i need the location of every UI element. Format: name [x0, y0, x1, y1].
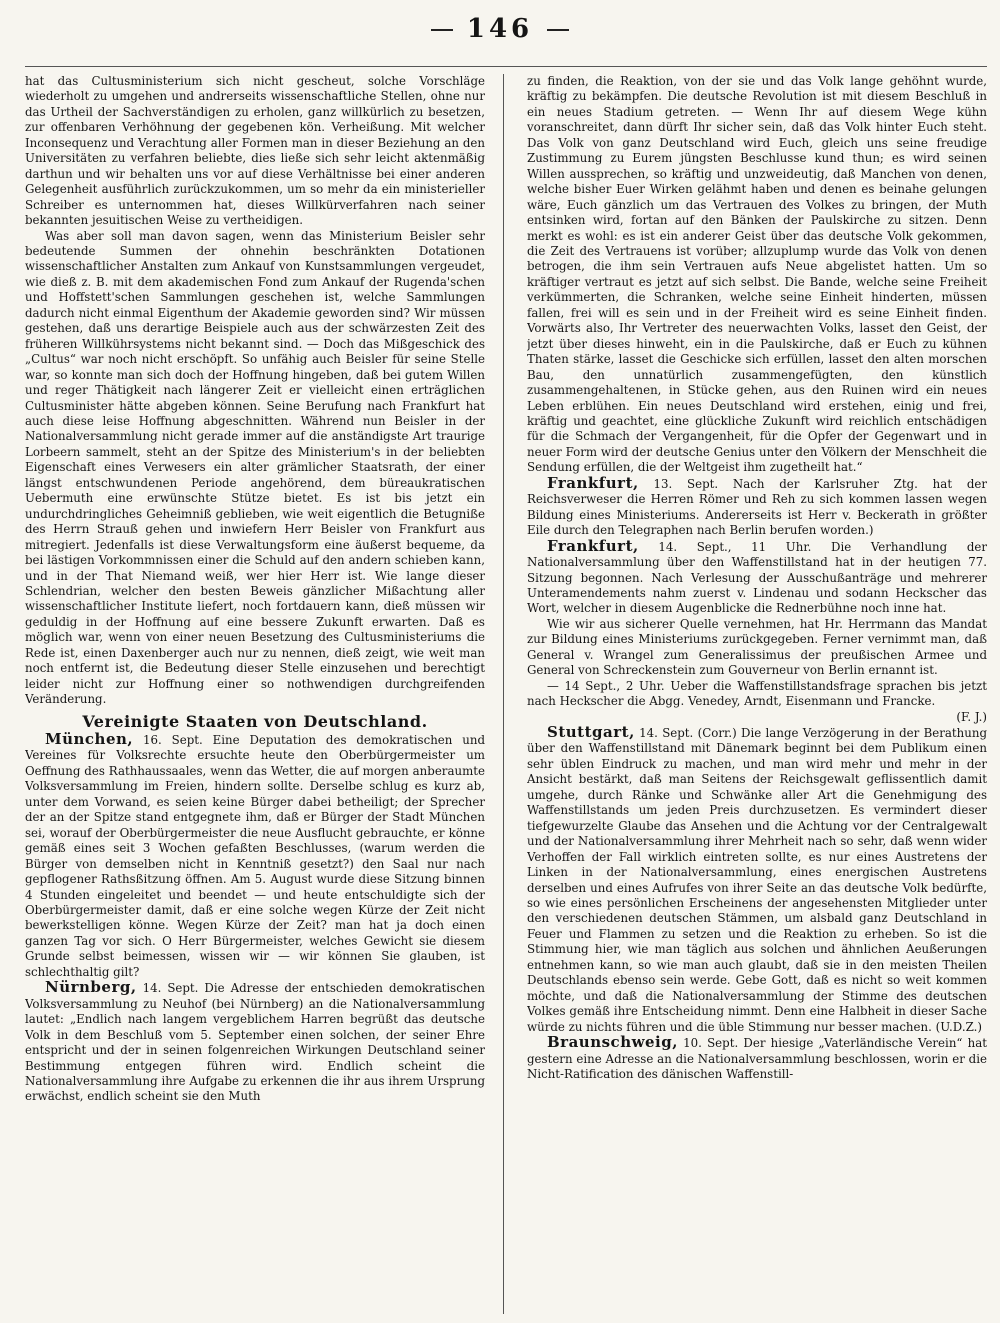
dateline-place: Braunschweig,	[547, 1033, 678, 1052]
dateline-place: Frankfurt,	[547, 473, 639, 492]
news-text: 14. Sept., 11 Uhr. Die Verhandlung der Nationalversammlung über den Waffenstillstand hat in der heutigen 77. Sitzung begonnen. Nach Verlesung der Ausschußanträge und mehrerer Unteramendements nahm zuerst v. Lindenau und sodann Heckscher das Wort, welcher in diesem Augenblicke die Rednerbühne noch inne hat.	[527, 539, 987, 616]
dash-right	[547, 29, 569, 31]
dash-left	[431, 29, 453, 31]
news-text: 14. Sept. Die Adresse der entschieden demokratischen Volksversammlung zu Neuhof (bei Nürnberg) an die Nationalversammlung lautet: „Endlich nach langem vergeblichem Harren begrüßt das deutsche Volk in dem Beschluß vom 5. September einen solchen, der seiner Ehre entspricht und der in seinen folgenreichen Wirkungen Deutschland seiner Bestimmung entgegen führen wird. Endlich scheint die Nationalversammlung ihre Aufgabe zu erkennen die ihr aus ihrem Ursprung erwächst, endlich scheint sie den Muth	[25, 981, 485, 1104]
news-item-nuernberg	[25, 980, 485, 1105]
news-item-muenchen	[25, 732, 485, 980]
dateline-place: Stuttgart,	[547, 723, 635, 742]
article-paragraph: — 14 Sept., 2 Uhr. Ueber die Waffenstillstandsfrage sprachen bis jetzt nach Heckscher die Abgg. Venedey, Arndt, Eisenmann und Francke.	[527, 678, 987, 709]
article-paragraph: hat das Cultusministerium sich nicht gescheut, solche Vorschläge wiederholt zu umgehen und andrerseits wissenschaftliche Stellen, ohne nur das Urtheil der Sachverständigen zu erholen, ganz willkürlich zu besetzen, zur offenbaren Verhöhnung der gegebenen kön. Verheißung. Mit welcher Inconsequenz und Verachtung aller Formen man in dieser Beziehung an den Universitäten zu verfahren beliebte, dies ließe sich sehr leicht aktenmäßig darthun und wir behalten uns vor auf diese Verhältnisse bei einer anderen Gelegenheit ausführlich zurückzukommen, um so mehr da ein ministerieller Schreiber es unternommen hat, dieses Willkürverfahren nach seiner bekannten jesuitischen Weise zu vertheidigen.	[25, 74, 485, 228]
left-column	[25, 74, 485, 1314]
news-item-frankfurt-1	[527, 473, 987, 539]
column-divider	[503, 74, 504, 1314]
news-item-braunschweig	[527, 1035, 987, 1082]
dateline-place: Frankfurt,	[547, 536, 639, 555]
news-text: 14. Sept. (Corr.) Die lange Verzögerung in der Berathung über den Waffenstillstand mit Dänemark beginnt bei dem Publikum einen sehr üblen Eindruck zu machen, und man wird mehr und mehr in der Ansicht bestärkt, daß man Seitens der Reichsgewalt geflissentlich damit umgehe, durch Ränke und Schwänke aller Art die Genehmigung des Waffenstillstands um jeden Preis durchzusetzen. Es vermindert dieser tiefgewurzelte Glaube das Ansehen und die Achtung vor der Centralgewalt und der Nationalversammlung ihrer Mehrheit nach so sehr, daß wenn wider Verhoffen der Fall wirklich eintreten sollte, es nur eines Austretens der Linken in der Nationalversammlung, eines energischen Austretens derselben und eines Aufrufes von ihrer Seite an das deutsche Volk bedürfte, so wie eines persönlichen Erscheinens der angesehensten Mitglieder unter den verschiedenen deutschen Stämmen, um alsbald ganz Deutschland in Feuer und Flammen zu setzen und die Reaktion zu erheben. So ist die Stimmung hier, wie man täglich aus solchen und ähnlichen Aeußerungen entnehmen kann, so wie man auch glaubt, daß sie in den meisten Theilen Deutschlands ebenso sein werde. Gebe Gott, daß es nicht so weit kommen möchte, und daß die Nationalversammlung der Stimme des deutschen Volkes gemäß ihre Entscheidung nimmt. Denn eine Halbheit in dieser Sache würde zu nichts führen und die üble Stimmung nur besser machen. (U.D.Z.)	[527, 726, 987, 1034]
right-column	[527, 74, 987, 1314]
page-number-header	[0, 14, 1000, 44]
news-text: 10. Sept. Der hiesige „Vaterländische Verein“ hat gestern eine Adresse an die Nationalversammlung beschlossen, worin er die Nicht-Ratification des dänischen Waffenstill-	[527, 1036, 987, 1081]
source-attribution: (F. J.)	[956, 709, 987, 724]
dateline-place: Nürnberg,	[45, 978, 137, 997]
news-text: 16. Sept. Eine Deputation des demokratischen und Vereines für Volksrechte ersuchte heute den Oberbürgermeister um Oeffnung des Rathhaussaales, wenn das Wetter, die auf morgen anberaumte Volksversammlung im Freien, hindern sollte. Derselbe schlug es kurz ab, unter dem Vorwand, es seien keine Bürger dabei betheiligt; der Sprecher der an der Spitze stand entgegnete ihm, daß er Bürger der Stadt München sei, worauf der Oberbürgermeister die neue Ausflucht gebrauchte, er könne gemäß eines seit 3 Wochen gefaßten Beschlusses, (warum werden die Bürger von demselben nicht in Kenntniß gesetzt?) den Saal nur nach gepflogener Rathsßitzung öffnen. Am 5. August wurde diese Sitzung binnen 4 Stunden eingeleitet und beendet — und heute entschuldigte sich der Oberbürgermeister damit, daß er eine solche wegen Kürze der Zeit nicht bewerkstelligen könne. Wegen Kürze der Zeit? man hat ja doch einen ganzen Tag vor sich. O Herr Bürgermeister, welches Gewicht sie diesem Grunde selbst beimessen, wissen wir — wir können Sie glauben, ist schlechthaltig gilt?	[25, 733, 485, 979]
article-paragraph: Wie wir aus sicherer Quelle vernehmen, hat Hr. Herrmann das Mandat zur Bildung eines Ministeriums zurückgegeben. Ferner vernimmt man, daß General v. Wrangel zum Generalissimus der preußischen Armee und General von Schreckenstein zum Gouverneur von Berlin ernannt ist.	[527, 616, 987, 678]
news-item-frankfurt-2	[527, 536, 987, 617]
section-heading: Vereinigte Staaten von Deutschland.	[82, 711, 428, 731]
header-rule	[25, 66, 987, 67]
article-paragraph: Was aber soll man davon sagen, wenn das Ministerium Beisler sehr bedeutende Summen der ohnehin beschränkten Dotationen wissenschaftlicher Anstalten zum Ankauf von Kunstsammlungen vergeudet, wie dieß z. B. mit dem akademischen Fond zum Ankauf der Rugenda'schen und Hoffstett'schen Sammlungen geschehen ist, welche Sammlungen dadurch nicht einmal Eigenthum der Akademie geworden sind? Wir müssen gestehen, daß uns derartige Beispiele auch aus der schwärzesten Zeit des früheren Willkührsystems nicht bekannt sind. — Doch das Mißgeschick des „Cultus“ war noch nicht erschöpft. So unfähig auch Beisler für seine Stelle war, so konnte man sich doch der Hoffnung hingeben, daß bei gutem Willen und reger Thätigkeit nach längerer Zeit er vielleicht einen erträglichen Cultusminister hätte abgeben können. Seine Berufung nach Frankfurt hat auch diese leise Hoffnung abgeschnitten. Während nun Beisler in der Nationalversammlung nicht gerade immer auf die anständigste Art traurige Lorbeern sammelt, steht an der Spitze des Ministerium's in der beliebten Eigenschaft eines Verwesers ein alter grämlicher Staatsrath, der einer längst entschwundenen Periode angehörend, dem büreaukratischen Uebermuth eine erwünschte Stütze bietet. Es ist bis jetzt ein undurchdringliches Geheimniß geblieben, wie weit eigentlich die Betugniße des Herrn Strauß gehen und inwiefern Herr Beisler von Frankfurt aus mitregiert. Jedenfalls ist diese Verwaltungsform eine äußerst bequeme, da bei lästigen Vorkommnissen einer die Schuld auf den andern schieben kann, und in der That Niemand weiß, wer hier Herr ist. Wie lange dieser Schlendrian, welcher den besten Beweis gänzlicher Mißachtung aller wissenschaftlicher Institute liefert, noch fortdauern kann, dieß müssen wir geduldig in der Hoffnung auf eine bessere Zukunft erwarten. Daß es möglich war, wenn von einer neuen Besetzung des Cultusministeriums die Rede ist, einen Daxenberger auch nur zu nennen, dieß zeigt, wie weit man noch entfernt ist, die Bedeutung dieser Stelle einzusehen und berechtigt leider nicht zur Hoffnung einer so nothwendigen durchgreifenden Veränderung.	[25, 228, 485, 707]
news-item-stuttgart	[527, 725, 987, 1035]
page-number: 146	[466, 14, 534, 44]
dateline-place: München,	[45, 730, 134, 749]
article-paragraph: zu finden, die Reaktion, von der sie und das Volk lange gehöhnt wurde, kräftig zu bekämpfen. Die deutsche Revolution ist mit diesem Beschluß in ein neues Stadium getreten. — Wenn Ihr auf diesem Wege kühn voranschreitet, dann dürft Ihr sicher sein, daß das Volk hinter Euch steht. Das Volk von ganz Deutschland wird Euch, gleich uns seine freudige Zustimmung zu Eurem jüngsten Beschlusse kund thun; es wird seinen Willen aussprechen, so kräftig und unzweideutig, daß Manchen von denen, welche bisher Euer Wirken gelähmt haben und denen es beinahe gelungen wäre, Euch gänzlich um das Vertrauen des Volkes zu bringen, der Muth entsinken wird, fortan auf den Bänken der Paulskirche zu sitzen. Denn merkt es wohl: es ist ein anderer Geist über das deutsche Volk gekommen, die Zeit des Vertrauens ist vorüber; allzuplump wurde das Volk von denen betrogen, die ihm sein Vertrauen aufs Neue abgelistet hatten. Um so kräftiger vertraut es jetzt auf sich selbst. Die Bande, welche seine Freiheit verkümmerten, die Schranken, welche seine Einheit hinderten, müssen fallen, frei will es sein und in der Freiheit wird es seine Einheit finden. Vorwärts also, Ihr Vertreter des neuerwachten Volks, lasset den Geist, der jetzt über dieses hinweht, ein in die Paulskirche, daß er Euch zu kühnen Thaten stärke, lasset die Geschicke sich erfüllen, lasset den alten morschen Bau, den unnatürlich zusammengefügten, den künstlich zusammengehaltenen, in Stücke gehen, aus den Ruinen wird ein neues Leben erblühen. Ein neues Deutschland wird erstehen, einig und frei, kräftig und geachtet, eine glückliche Zukunft wird reichlich entschädigen für die Schmach der Vergangenheit, für die Opfer der Gegenwart und in neuer Form wird der deutsche Genius unter den Völkern der Menschheit die Sendung erfüllen, die der Weltgeist ihm zugetheilt hat.“	[527, 74, 987, 475]
news-text: 13. Sept. Nach der Karlsruher Ztg. hat der Reichsverweser die Herren Römer und Reh zu sich kommen lassen wegen Bildung eines Ministeriums. Andererseits ist Herr v. Beckerath in größter Eile durch den Telegraphen nach Berlin berufen worden.)	[527, 476, 987, 538]
